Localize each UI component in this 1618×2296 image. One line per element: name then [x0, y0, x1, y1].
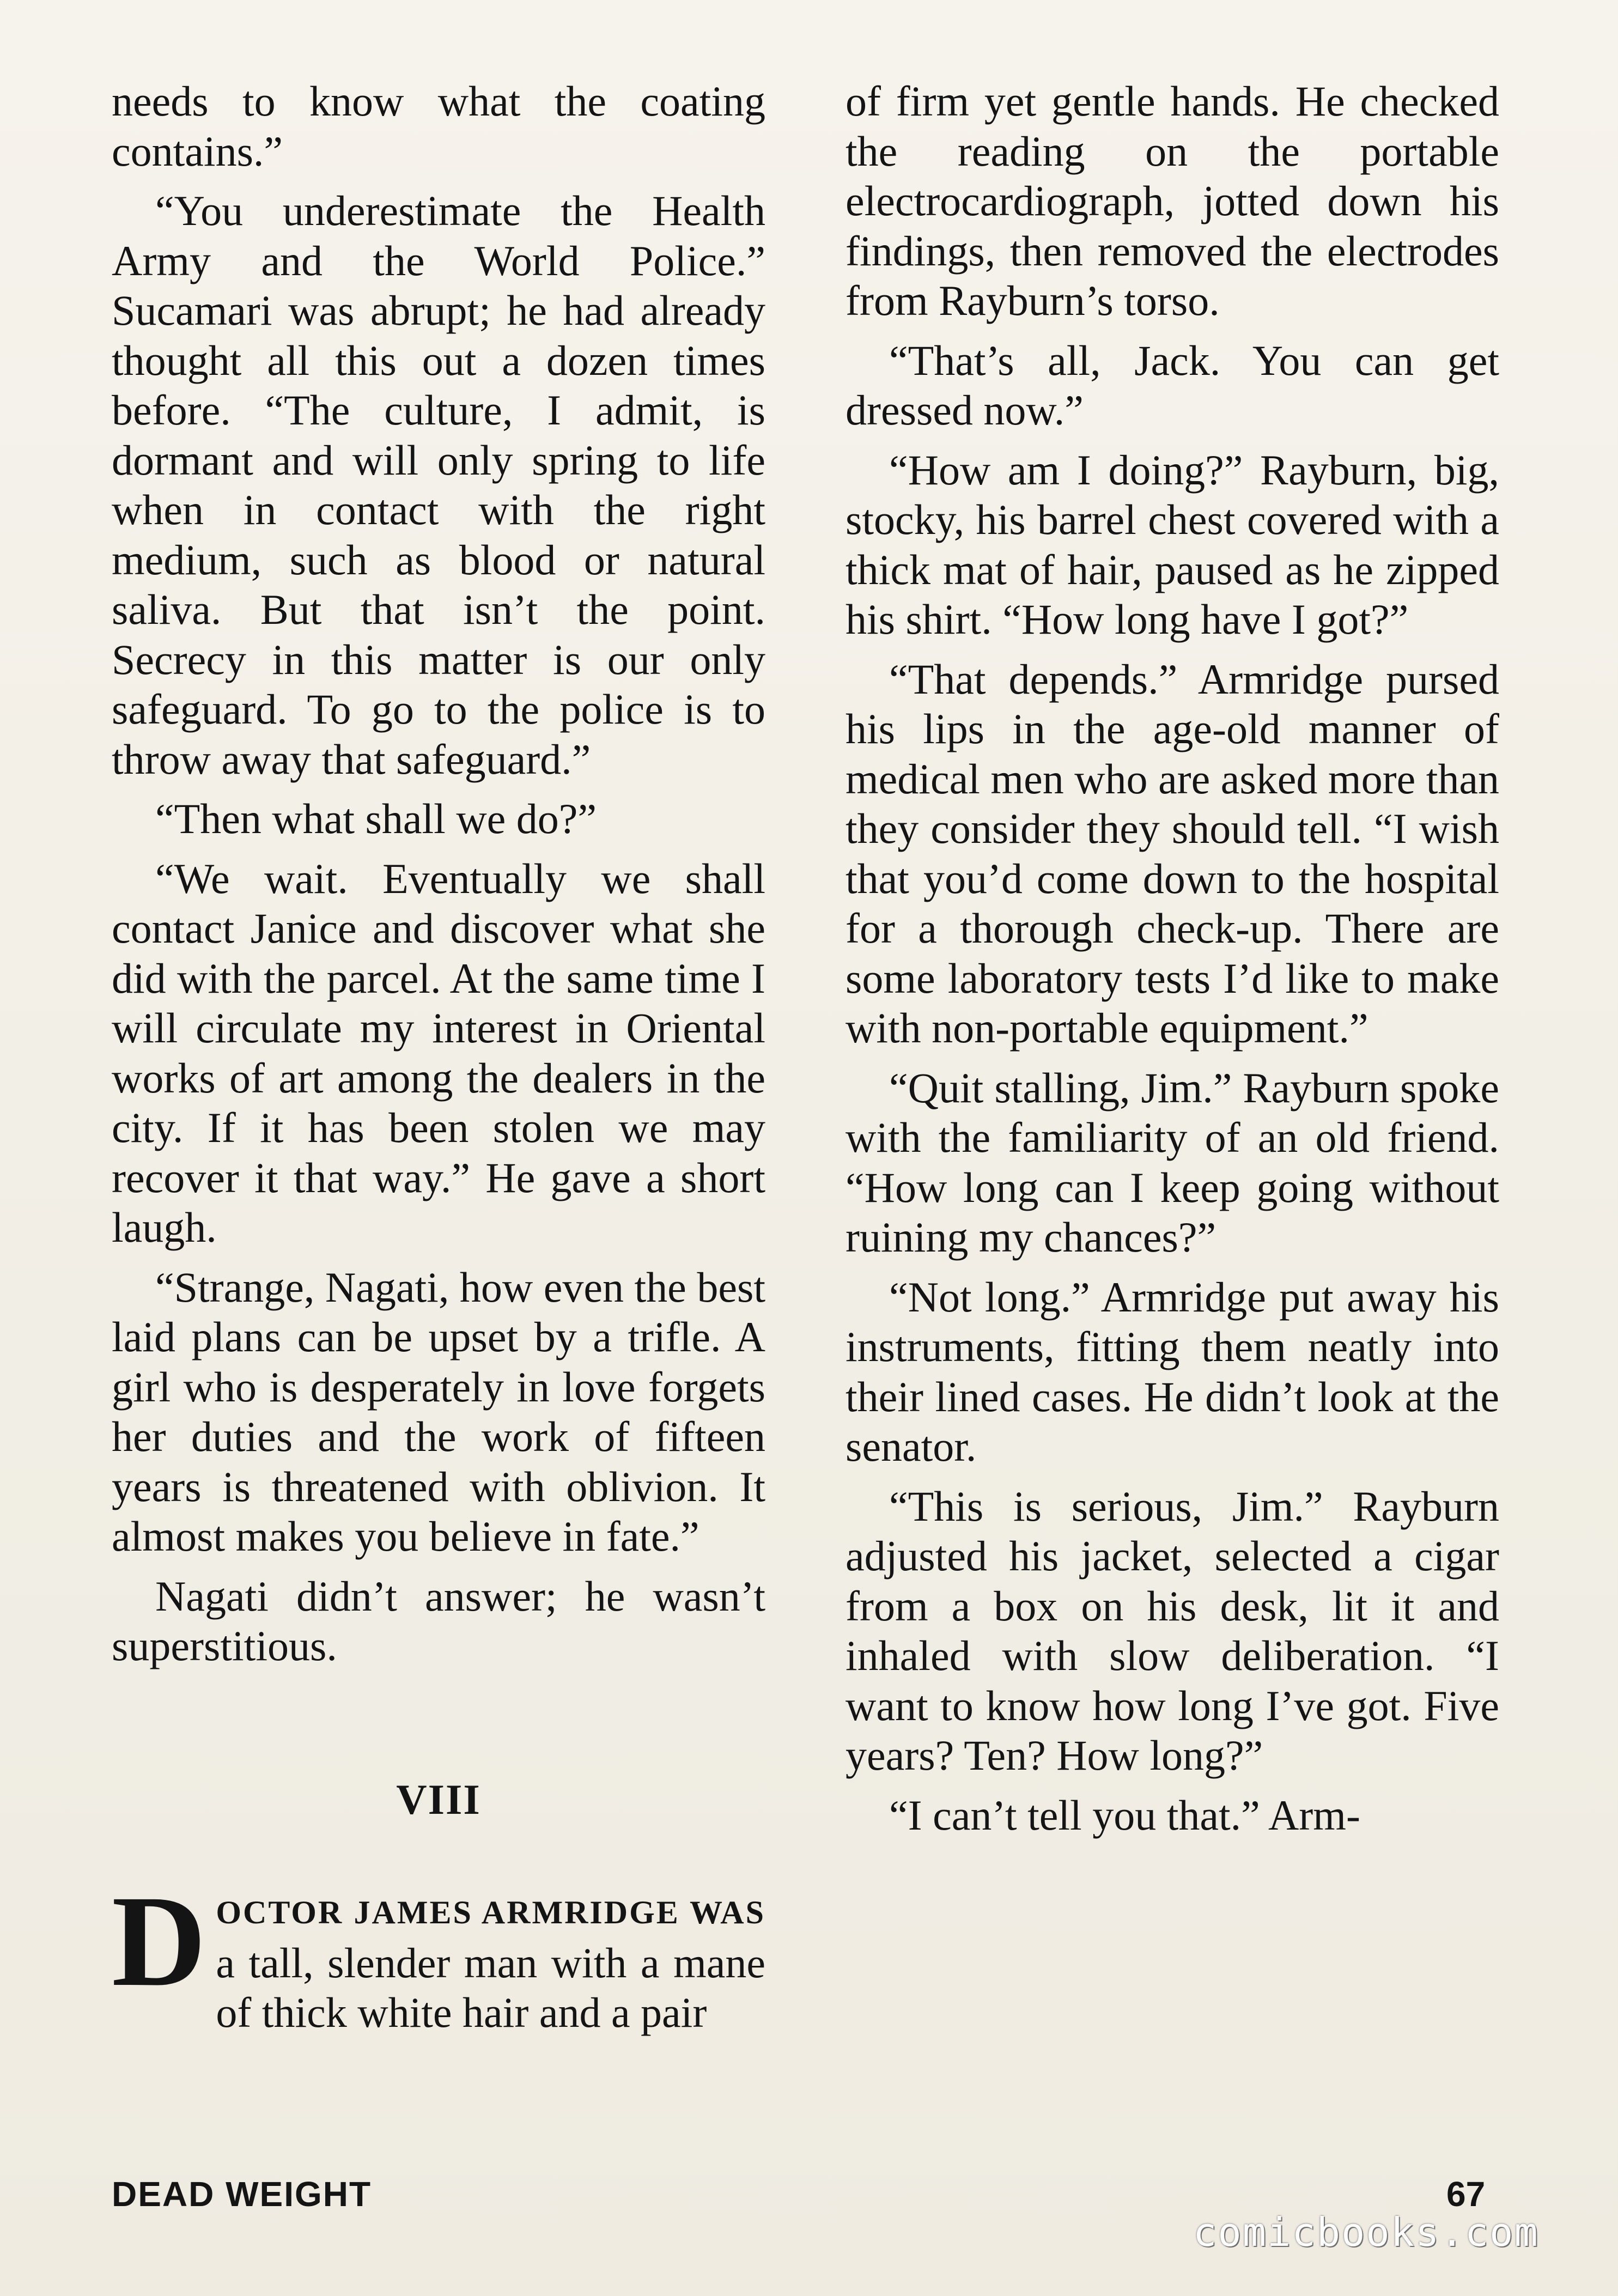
chapter-opening-paragraph — [112, 1868, 765, 2038]
chapter-heading: VIII — [396, 1775, 481, 1823]
paragraph: needs to know what the coating contains.” — [112, 77, 765, 175]
paragraph: “Not long.” Armridge put away his instruments, fitting them neatly into their lined cases. He didn’t look at the senator. — [846, 1273, 1499, 1470]
paragraph: “This is serious, Jim.” Rayburn adjusted his jacket, selected a cigar from a box on his desk, lit it and inhaled with slow deliberation. “I want to know how long I’ve got. Five years? Ten? How long?” — [846, 1482, 1499, 1779]
paragraph: “Then what shall we do?” — [155, 795, 597, 842]
opening-smallcaps: OCTOR JAMES ARMRIDGE WAS — [216, 1894, 765, 1930]
paragraph: “That’s all, Jack. You can get dressed now.” — [846, 336, 1499, 434]
page-number: 67 — [1446, 2174, 1486, 2214]
drop-cap: D — [112, 1868, 206, 2013]
paragraph: “That depends.” Armridge pursed his lips in the age-old manner of medical men who are asked more than they consider they should tell. “I wish that you’d come down to the hospital for a thorough check-up. There are some laboratory tests I’d like to make with non-portable equipment.” — [846, 655, 1499, 1052]
site-watermark: comicbooks.com — [1193, 2209, 1539, 2255]
running-title: DEAD WEIGHT — [112, 2174, 372, 2214]
paragraph: Nagati didn’t answer; he wasn’t superstitious. — [112, 1572, 765, 1669]
right-column — [846, 76, 1499, 1850]
paragraph: of firm yet gentle hands. He checked the reading on the portable electrocardiograph, jotted down his findings, then removed the electrodes from Rayburn’s torso. — [846, 77, 1499, 324]
paragraph: “How am I doing?” Rayburn, big, stocky, his barrel chest covered with a thick mat of hair, paused as he zipped his shirt. “How long have I got?” — [846, 446, 1499, 643]
paragraph: “We wait. Eventually we shall contact Janice and discover what she did with the parcel. At the same time I will circulate my interest in Oriental works of art among the dealers in the city. If it has been stolen we may recover it that way.” He gave a short laugh. — [112, 854, 765, 1251]
paragraph: “You underestimate the Health Army and the World Police.” Sucamari was abrupt; he had already thought all this out a dozen times before. “The culture, I admit, is dormant and will only spring to life when in contact with the right medium, such as blood or natural saliva. But that isn’t the point. Secrecy in this matter is our only safeguard. To go to the police is to throw away that safeguard.” — [112, 187, 765, 783]
paragraph: “I can’t tell you that.” Arm- — [889, 1791, 1360, 1839]
paragraph: “Quit stalling, Jim.” Rayburn spoke with the familiarity of an old friend. “How long can I keep going without ruining my chances?” — [846, 1064, 1499, 1261]
paragraph: “Strange, Nagati, how even the best laid plans can be upset by a trifle. A girl who is desperately in love forgets her duties and the work of fifteen years is threatened with oblivion. It almost makes you believe in fate.” — [112, 1263, 765, 1560]
left-column — [112, 76, 765, 2048]
opening-text: a tall, slender man with a mane of thick white hair and a pair — [216, 1939, 765, 2036]
